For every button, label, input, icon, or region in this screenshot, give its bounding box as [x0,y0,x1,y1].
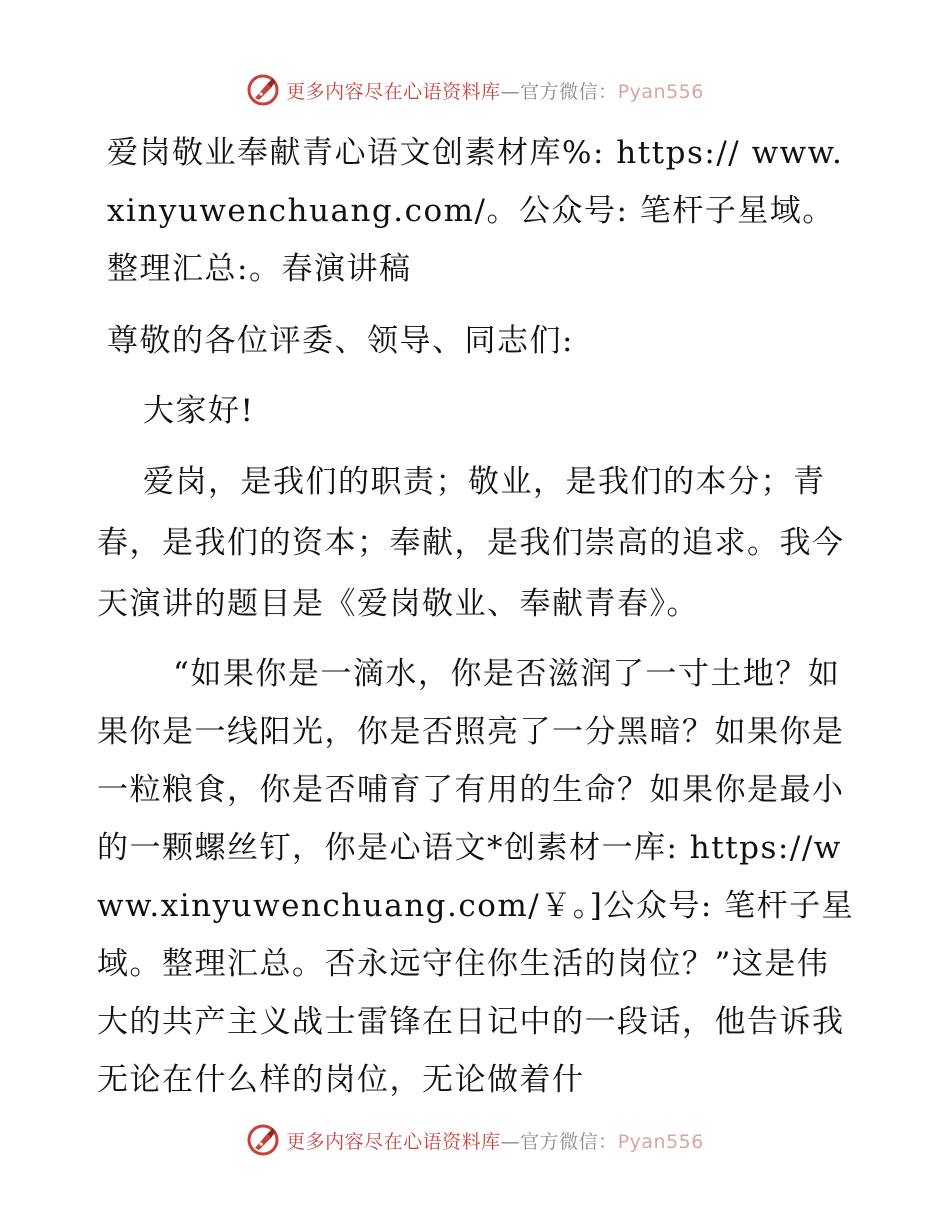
header-banner [0,70,950,110]
banner-text [286,1127,704,1154]
banner-wechat-id: Pyan556 [617,1130,704,1153]
salutation: 尊敬的各位评委、领导、同志们: [107,323,574,359]
footer-banner [0,1120,950,1160]
banner-text [286,77,704,104]
pen-logo-icon [246,1123,280,1157]
banner-wechat-id: Pyan556 [617,80,704,103]
heading-paragraph: 爱岗敬业奉献青心语文创素材库%: https:// www.xinyuwenchuang.com/。公众号: 笔杆子星域。整理汇总:。春演讲稿 [107,135,844,287]
pen-logo-icon [246,73,280,107]
document-body [97,124,857,1109]
banner-dash: — [500,1130,521,1153]
intro-paragraph: 爱岗，是我们的职责；敬业，是我们的本分；青春，是我们的资本；奉献，是我们崇高的追求。我今天演讲的题目是《爱岗敬业、奉献青春》。 [97,464,845,622]
banner-official-label: 官方微信： [520,80,618,103]
banner-site-text: 更多内容尽在心语资料库 [286,80,501,103]
banner-official-label: 官方微信： [520,1130,618,1153]
banner-site-text: 更多内容尽在心语资料库 [286,1130,501,1153]
greeting: 大家好! [143,393,255,429]
quote-paragraph: “如果你是一滴水，你是否滋润了一寸土地？如果你是一线阳光，你是否照亮了一分黑暗？如果你是一粒粮食，你是否哺育了有用的生命？如果你是最小的一颗螺丝钉，你是心语文*创素材一库: https://www.xinyuwenchuang.com/￥。]公众号: 笔杆子星域。整理汇总。否永远守住你生活的岗位？”这是伟大的共产主义战士雷锋在日记中的一段话，他告诉我无论在什么样的岗位，无论做着什 [97,656,855,1098]
banner-dash: — [500,80,521,103]
